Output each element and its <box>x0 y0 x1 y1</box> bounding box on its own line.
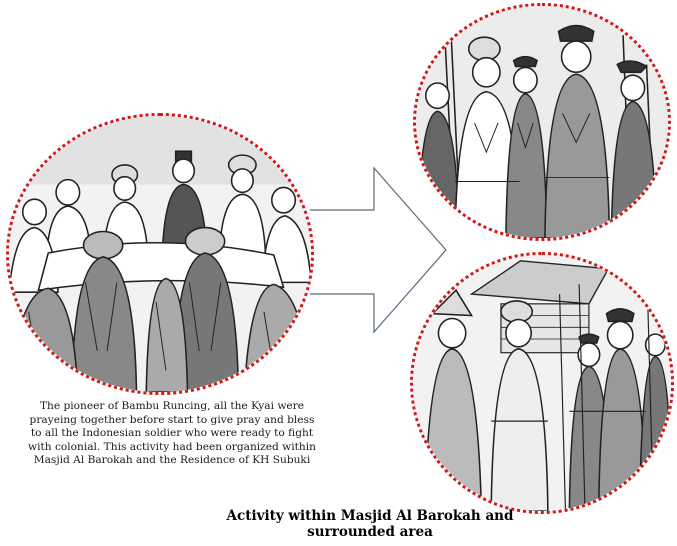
kyai-praying-illustration <box>6 113 314 395</box>
caption-line: Masjid Al Barokah and the Residence of KH Subuki <box>33 454 311 467</box>
caption-line: with colonial. This activity had been organized within <box>28 440 316 453</box>
soldiers-praying-illustration <box>413 3 671 241</box>
figure-title <box>170 508 570 540</box>
soldiers-marching-drawing <box>413 255 671 511</box>
caption-line: to all the Indonesian soldier who were ready to fight <box>30 427 314 440</box>
title-line: Activity within Masjid Al Barokah and <box>226 508 514 524</box>
caption-line: The pioneer of Bambu Runcing, all the Kyai were <box>39 400 305 412</box>
illustration-caption <box>28 400 316 468</box>
title-line: surrounded area <box>307 524 433 540</box>
kyai-praying-drawing <box>9 116 311 392</box>
caption-line: prayeing together before start to give pray and bless <box>29 413 315 426</box>
soldiers-marching-illustration <box>410 252 674 514</box>
soldiers-praying-drawing <box>416 6 668 238</box>
